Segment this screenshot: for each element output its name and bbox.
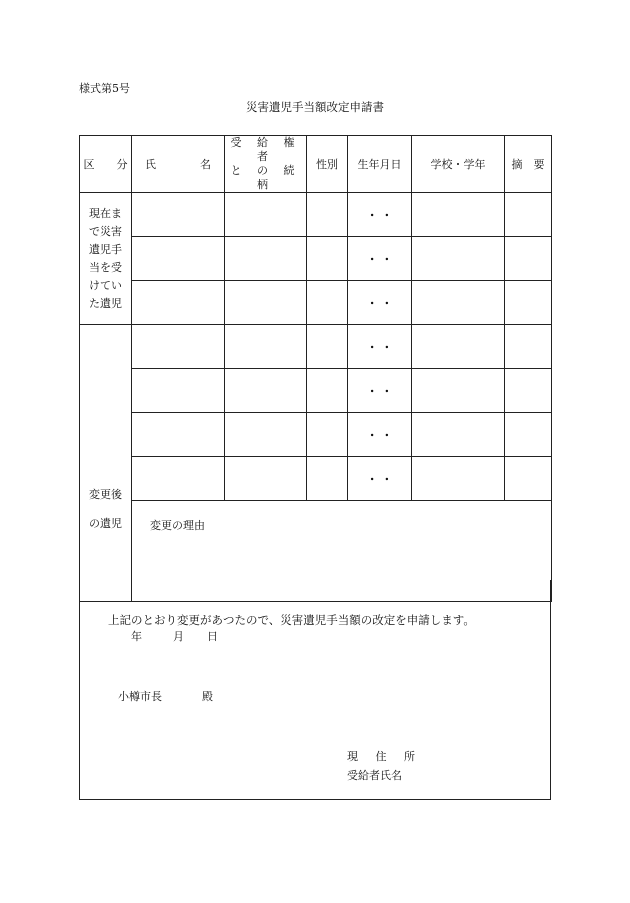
relation-cell[interactable] — [225, 413, 307, 457]
application-table — [79, 135, 552, 602]
date-separator: ・ ・ — [366, 428, 393, 442]
birthdate-cell[interactable] — [348, 413, 412, 457]
relation-cell[interactable] — [225, 457, 307, 501]
date-separator: ・ ・ — [366, 384, 393, 398]
school-grade-cell[interactable] — [412, 325, 505, 369]
table-row — [80, 237, 552, 281]
relation-cell[interactable] — [225, 193, 307, 237]
remarks-cell[interactable] — [505, 369, 552, 413]
relation-cell[interactable] — [225, 325, 307, 369]
gender-cell[interactable] — [307, 193, 348, 237]
remarks-cell[interactable] — [505, 193, 552, 237]
section-before-line: 現在ま — [89, 206, 122, 220]
table-header-row — [80, 136, 552, 193]
reason-label: 変更の理由 — [150, 519, 205, 532]
school-grade-cell[interactable] — [412, 237, 505, 281]
school-grade-cell[interactable] — [412, 413, 505, 457]
date-day-label: 日 — [207, 630, 218, 643]
name-cell[interactable] — [132, 237, 225, 281]
birthdate-cell[interactable] — [348, 281, 412, 325]
relation-cell[interactable] — [225, 281, 307, 325]
date-year-label: 年 — [131, 630, 142, 643]
date-separator: ・ ・ — [366, 208, 393, 222]
header-birthdate: 生年月日 — [348, 136, 412, 193]
school-grade-cell[interactable] — [412, 457, 505, 501]
name-cell[interactable] — [132, 369, 225, 413]
gender-cell[interactable] — [307, 281, 348, 325]
header-relation-line2: と の 続 柄 — [230, 164, 301, 191]
table-row — [80, 193, 552, 237]
table-row — [80, 457, 552, 501]
section-after-line: の遺児 — [89, 516, 122, 530]
addressee — [118, 688, 213, 704]
header-relation — [225, 136, 307, 193]
gender-cell[interactable] — [307, 413, 348, 457]
school-grade-cell[interactable] — [412, 281, 505, 325]
table-row — [80, 325, 552, 369]
name-cell[interactable] — [132, 413, 225, 457]
addressee-honorific: 殿 — [202, 690, 213, 703]
relation-cell[interactable] — [225, 237, 307, 281]
relation-cell[interactable] — [225, 369, 307, 413]
table-row — [80, 369, 552, 413]
remarks-cell[interactable] — [505, 281, 552, 325]
date-separator: ・ ・ — [366, 296, 393, 310]
header-relation-line1: 受 給 権 者 — [230, 136, 301, 163]
birthdate-cell[interactable] — [348, 369, 412, 413]
gender-cell[interactable] — [307, 237, 348, 281]
section-before-label — [80, 193, 132, 325]
section-after-label — [80, 325, 132, 602]
header-remarks: 摘 要 — [505, 136, 552, 193]
applicant-address-label: 現 住 所 — [347, 750, 422, 763]
remarks-cell[interactable] — [505, 413, 552, 457]
birthdate-cell[interactable] — [348, 237, 412, 281]
birthdate-cell[interactable] — [348, 193, 412, 237]
header-school-grade: 学校・学年 — [412, 136, 505, 193]
form-title: 災害遺児手当額改定申請書 — [246, 100, 384, 114]
remarks-cell[interactable] — [505, 325, 552, 369]
name-cell[interactable] — [132, 325, 225, 369]
school-grade-cell[interactable] — [412, 193, 505, 237]
name-cell[interactable] — [132, 281, 225, 325]
section-before-line: た遺児 — [89, 296, 122, 310]
remarks-cell[interactable] — [505, 237, 552, 281]
header-name: 氏 名 — [132, 136, 225, 193]
application-date — [131, 628, 218, 644]
form-number: 様式第5号 — [79, 82, 130, 95]
school-grade-cell[interactable] — [412, 369, 505, 413]
name-cell[interactable] — [132, 457, 225, 501]
gender-cell[interactable] — [307, 325, 348, 369]
table-row — [80, 413, 552, 457]
declaration-statement: 上記のとおり変更があつたので、災害遺児手当額の改定を申請します。 — [108, 613, 475, 627]
section-after-line: 変更後 — [89, 487, 122, 501]
date-month-label: 月 — [173, 630, 184, 643]
gender-cell[interactable] — [307, 369, 348, 413]
header-gender: 性別 — [307, 136, 348, 193]
birthdate-cell[interactable] — [348, 325, 412, 369]
applicant-name-label: 受給者氏名 — [347, 769, 402, 782]
section-before-line: で災害 — [89, 224, 122, 238]
date-separator: ・ ・ — [366, 472, 393, 486]
name-cell[interactable] — [132, 193, 225, 237]
table-row — [80, 281, 552, 325]
addressee-name: 小樽市長 — [118, 690, 162, 703]
date-separator: ・ ・ — [366, 252, 393, 266]
gender-cell[interactable] — [307, 457, 348, 501]
section-before-line: 当を受 — [89, 260, 122, 274]
section-before-line: 遺児手 — [89, 242, 122, 256]
remarks-cell[interactable] — [505, 457, 552, 501]
section-before-line: けてい — [89, 278, 122, 292]
birthdate-cell[interactable] — [348, 457, 412, 501]
date-separator: ・ ・ — [366, 340, 393, 354]
header-category: 区 分 — [80, 136, 132, 193]
